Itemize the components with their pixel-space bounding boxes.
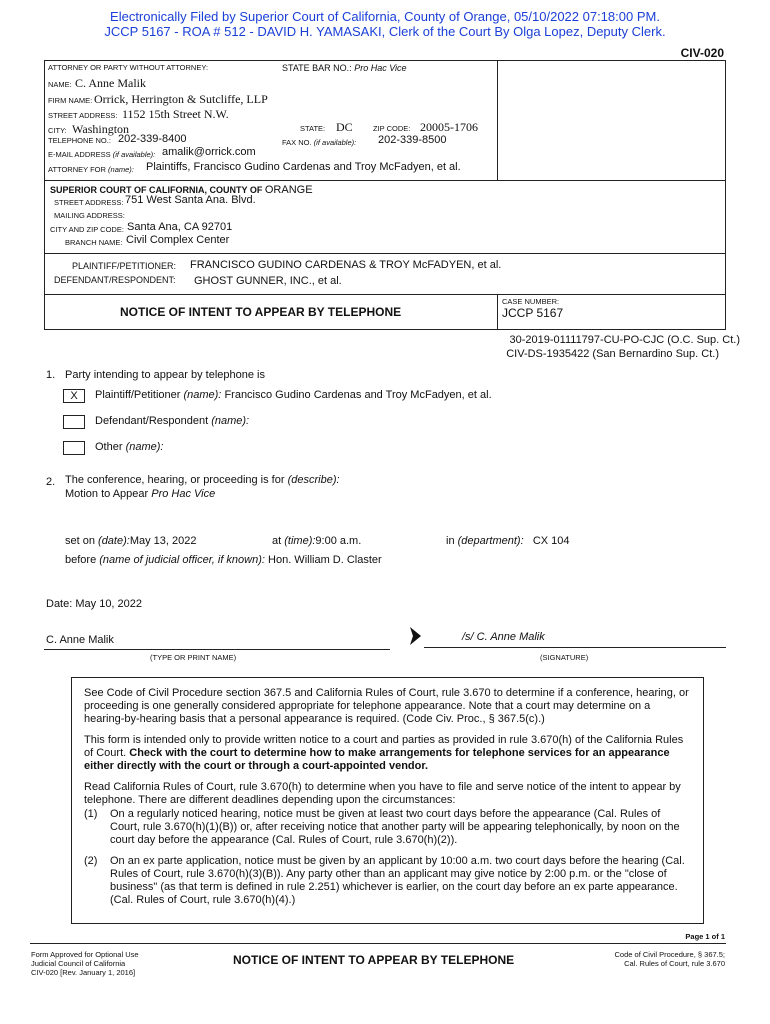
at-value: 9:00 a.m.	[315, 535, 362, 547]
print-name-caption: (TYPE OR PRINT NAME)	[150, 653, 237, 662]
court-street-label: STREET ADDRESS:	[54, 198, 124, 207]
instructions-item-1	[84, 808, 692, 847]
instructions-paragraph-2	[84, 734, 692, 773]
instructions-paragraph-2-bold: Check with the court to determine how to make arrangements for telephone services for an appearance either directly with the court or through a court-appointed vendor.	[84, 747, 670, 772]
at-paren: (time):	[284, 535, 316, 547]
plaintiff-value: FRANCISCO GUDINO CARDENAS & TROY McFADYEN, et al.	[190, 259, 502, 271]
footer-right-line-1: Code of Civil Procedure, § 367.5;	[614, 950, 725, 959]
fax-label-text: FAX NO.	[282, 138, 312, 147]
instructions-item-1-text: On a regularly noticed hearing, notice must be given at least two court days before the appearance (Cal. Rules of Court, rule 3.670(h)(1)(B)) or, after receiving notice that another party will be appearing telephonically, by noon on the court day before the appearance (Cal. Rules of Court, rule 3.670(h)(2)).	[110, 808, 680, 846]
footer-left-line-2: Judicial Council of California	[31, 959, 126, 968]
instructions-paragraph-2-plain: This form is intended only to provide written notice to a court and parties as provided in rule 3.670(h) of the California Rules of Court.	[84, 734, 684, 759]
form-title: NOTICE OF INTENT TO APPEAR BY TELEPHONE	[120, 305, 402, 319]
item-2-text	[65, 474, 340, 486]
attorney-zip-label: ZIP CODE:	[373, 124, 411, 133]
telephone-label: TELEPHONE NO.:	[48, 136, 111, 145]
related-case-1: 30-2019-01111797-CU-PO-CJC (O.C. Sup. Ct.)	[509, 334, 740, 346]
instructions-item-2	[84, 855, 692, 907]
fax-label-paren: (if available):	[313, 138, 357, 147]
filing-stamp-line-1: Electronically Filed by Superior Court of California, County of Orange, 05/10/2022 07:18:00 PM.	[110, 9, 660, 24]
court-city-label: CITY AND ZIP CODE:	[50, 225, 124, 234]
state-bar-label: STATE BAR NO.:	[282, 63, 352, 73]
date-label: Date:	[46, 598, 73, 610]
judicial-officer-field	[65, 554, 382, 566]
set-on-value: May 13, 2022	[129, 535, 197, 547]
defendant-checkbox[interactable]	[63, 415, 85, 429]
instructions-paragraph-1: See Code of Civil Procedure section 367.5 and California Rules of Court, rule 3.670 to determine if a conference, hearing, or proceeding is one generally considered appropriate for telephone appearance. Note that a court may determine on a hearing-by-hearing basis that a personal appearance is required. (Code Civ. Proc., § 367.5(c).)	[84, 687, 689, 725]
set-on-field	[65, 535, 196, 547]
item-1-other-line	[95, 441, 163, 453]
signature-value: /s/ C. Anne Malik	[462, 631, 545, 643]
instructions-paragraph-3: Read California Rules of Court, rule 3.670(h) to determine when you have to file and serve notice of the intent to appear by telephone. There are different deadlines depending upon the circumstances:	[84, 781, 681, 806]
filing-stamp-line-2: JCCP 5167 - ROA # 512 - DAVID H. YAMASAKI, Clerk of the Court By Olga Lopez, Deputy Clerk.	[104, 24, 666, 39]
attorney-street-label: STREET ADDRESS:	[48, 111, 118, 120]
court-branch-value: Civil Complex Center	[126, 234, 230, 246]
email-label-text: E-MAIL ADDRESS	[48, 150, 111, 159]
attorney-street-value: 1152 15th Street N.W.	[122, 107, 229, 121]
attorney-for-value: Plaintiffs, Francisco Gudino Cardenas and Troy McFadyen, et al.	[146, 161, 461, 173]
court-city-value: Santa Ana, CA 92701	[127, 221, 233, 233]
before-label: before	[65, 554, 97, 566]
attorney-state-value: DC	[336, 120, 353, 134]
firm-name-value: Orrick, Herrington & Sutcliffe, LLP	[94, 92, 268, 106]
related-case-2: CIV-DS-1935422 (San Bernardino Sup. Ct.)	[506, 348, 719, 360]
firm-name-label: FIRM NAME:	[48, 96, 93, 105]
item-1-text: Party intending to appear by telephone is	[65, 369, 265, 381]
court-heading-text: SUPERIOR COURT OF CALIFORNIA, COUNTY OF	[50, 185, 263, 195]
defendant-label: DEFENDANT/RESPONDENT:	[54, 275, 176, 285]
signature-caption: (SIGNATURE)	[540, 653, 589, 662]
instructions-box	[71, 677, 704, 924]
plaintiff-checkbox[interactable]: X	[63, 389, 85, 403]
at-label: at	[272, 535, 282, 547]
attorney-state-label: STATE:	[300, 124, 326, 133]
set-on-paren: (date):	[98, 535, 130, 547]
email-label	[48, 150, 155, 159]
item-2-description-plain: Motion to Appear	[65, 488, 149, 500]
email-label-paren: (if available):	[112, 150, 156, 159]
item-1-defendant-paren: (name):	[211, 415, 250, 427]
item-1-plaintiff-paren: (name):	[183, 389, 222, 401]
form-code: CIV-020	[680, 46, 724, 60]
instructions-item-1-number: (1)	[84, 808, 98, 820]
state-bar-field	[282, 63, 407, 73]
attorney-name-label: NAME:	[48, 80, 72, 89]
item-2-text-plain: The conference, hearing, or proceeding is for	[65, 474, 285, 486]
item-1-defendant-label: Defendant/Respondent	[95, 415, 209, 427]
court-street-value: 751 West Santa Ana. Blvd.	[125, 194, 256, 206]
court-county: ORANGE	[264, 184, 313, 196]
case-number-label: CASE NUMBER:	[502, 297, 560, 306]
telephone-value: 202-339-8400	[118, 133, 187, 145]
attorney-for-text: ATTORNEY FOR	[48, 165, 106, 174]
item-1-plaintiff-value: Francisco Gudino Cardenas and Troy McFadyen, et al.	[224, 389, 492, 401]
other-checkbox[interactable]	[63, 441, 85, 455]
fax-label	[282, 138, 356, 147]
footer-right-line-2: Cal. Rules of Court, rule 3.670	[624, 959, 725, 968]
attorney-name-value: C. Anne Malik	[75, 76, 146, 90]
item-1-plaintiff-line	[95, 389, 492, 401]
attorney-zip-value: 20005-1706	[420, 120, 478, 134]
before-paren: (name of judicial officer, if known):	[99, 554, 265, 566]
department-field	[446, 535, 570, 547]
in-paren: (department):	[457, 535, 524, 547]
attorney-for-label	[48, 165, 134, 174]
in-label: in	[446, 535, 455, 547]
item-2-number: 2.	[46, 476, 56, 488]
item-2-description-italic: Pro Hac Vice	[151, 488, 216, 500]
item-2-text-paren: (describe):	[287, 474, 340, 486]
item-2-description	[65, 488, 215, 500]
state-bar-value: Pro Hac Vice	[354, 63, 407, 73]
print-name-value: C. Anne Malik	[46, 634, 114, 646]
at-time-field	[272, 535, 361, 547]
set-on-label: set on	[65, 535, 95, 547]
item-1-other-label: Other	[95, 441, 123, 453]
item-1-defendant-line	[95, 415, 249, 427]
attorney-header: ATTORNEY OR PARTY WITHOUT ATTORNEY:	[48, 63, 209, 72]
defendant-value: GHOST GUNNER, INC., et al.	[194, 275, 342, 287]
signature-arrow-icon	[408, 625, 422, 647]
case-number-value: JCCP 5167	[502, 306, 564, 320]
court-branch-label: BRANCH NAME:	[65, 238, 123, 247]
footer-left-line-1: Form Approved for Optional Use	[31, 950, 139, 959]
before-value: Hon. William D. Claster	[268, 554, 382, 566]
date-value: May 10, 2022	[75, 598, 143, 610]
item-1-number: 1.	[46, 369, 56, 381]
item-1-other-paren: (name):	[125, 441, 164, 453]
footer-title: NOTICE OF INTENT TO APPEAR BY TELEPHONE	[233, 953, 515, 967]
item-1-plaintiff-label: Plaintiff/Petitioner	[95, 389, 181, 401]
instructions-item-2-text: On an ex parte application, notice must be given by an applicant by 10:00 a.m. two court days before the hearing (Cal. Rules of Court, rule 3.670(h)(3)(B)). Any party other than an applicant may give notice by 2:00 p.m. or the "close of business" (as that term is defined in rule 2.251) whichever is earlier, on the court day before an ex parte appearance. (Cal. Rules of Court, rule 3.670(h)(4).)	[110, 855, 685, 906]
in-value: CX 104	[532, 535, 570, 547]
attorney-city-value: Washington	[72, 122, 130, 136]
attorney-city-label: CITY:	[48, 126, 67, 135]
court-mailing-label: MAILING ADDRESS:	[54, 211, 125, 220]
email-value: amalik@orrick.com	[162, 146, 256, 158]
date-field	[46, 598, 142, 610]
attorney-for-paren: (name):	[108, 165, 134, 174]
footer-left-line-3: CIV-020 [Rev. January 1, 2016]	[31, 968, 136, 977]
instructions-item-2-number: (2)	[84, 855, 98, 867]
fax-value: 202-339-8500	[378, 134, 447, 146]
plaintiff-label: PLAINTIFF/PETITIONER:	[72, 261, 177, 271]
page-number: Page 1 of 1	[685, 932, 725, 941]
